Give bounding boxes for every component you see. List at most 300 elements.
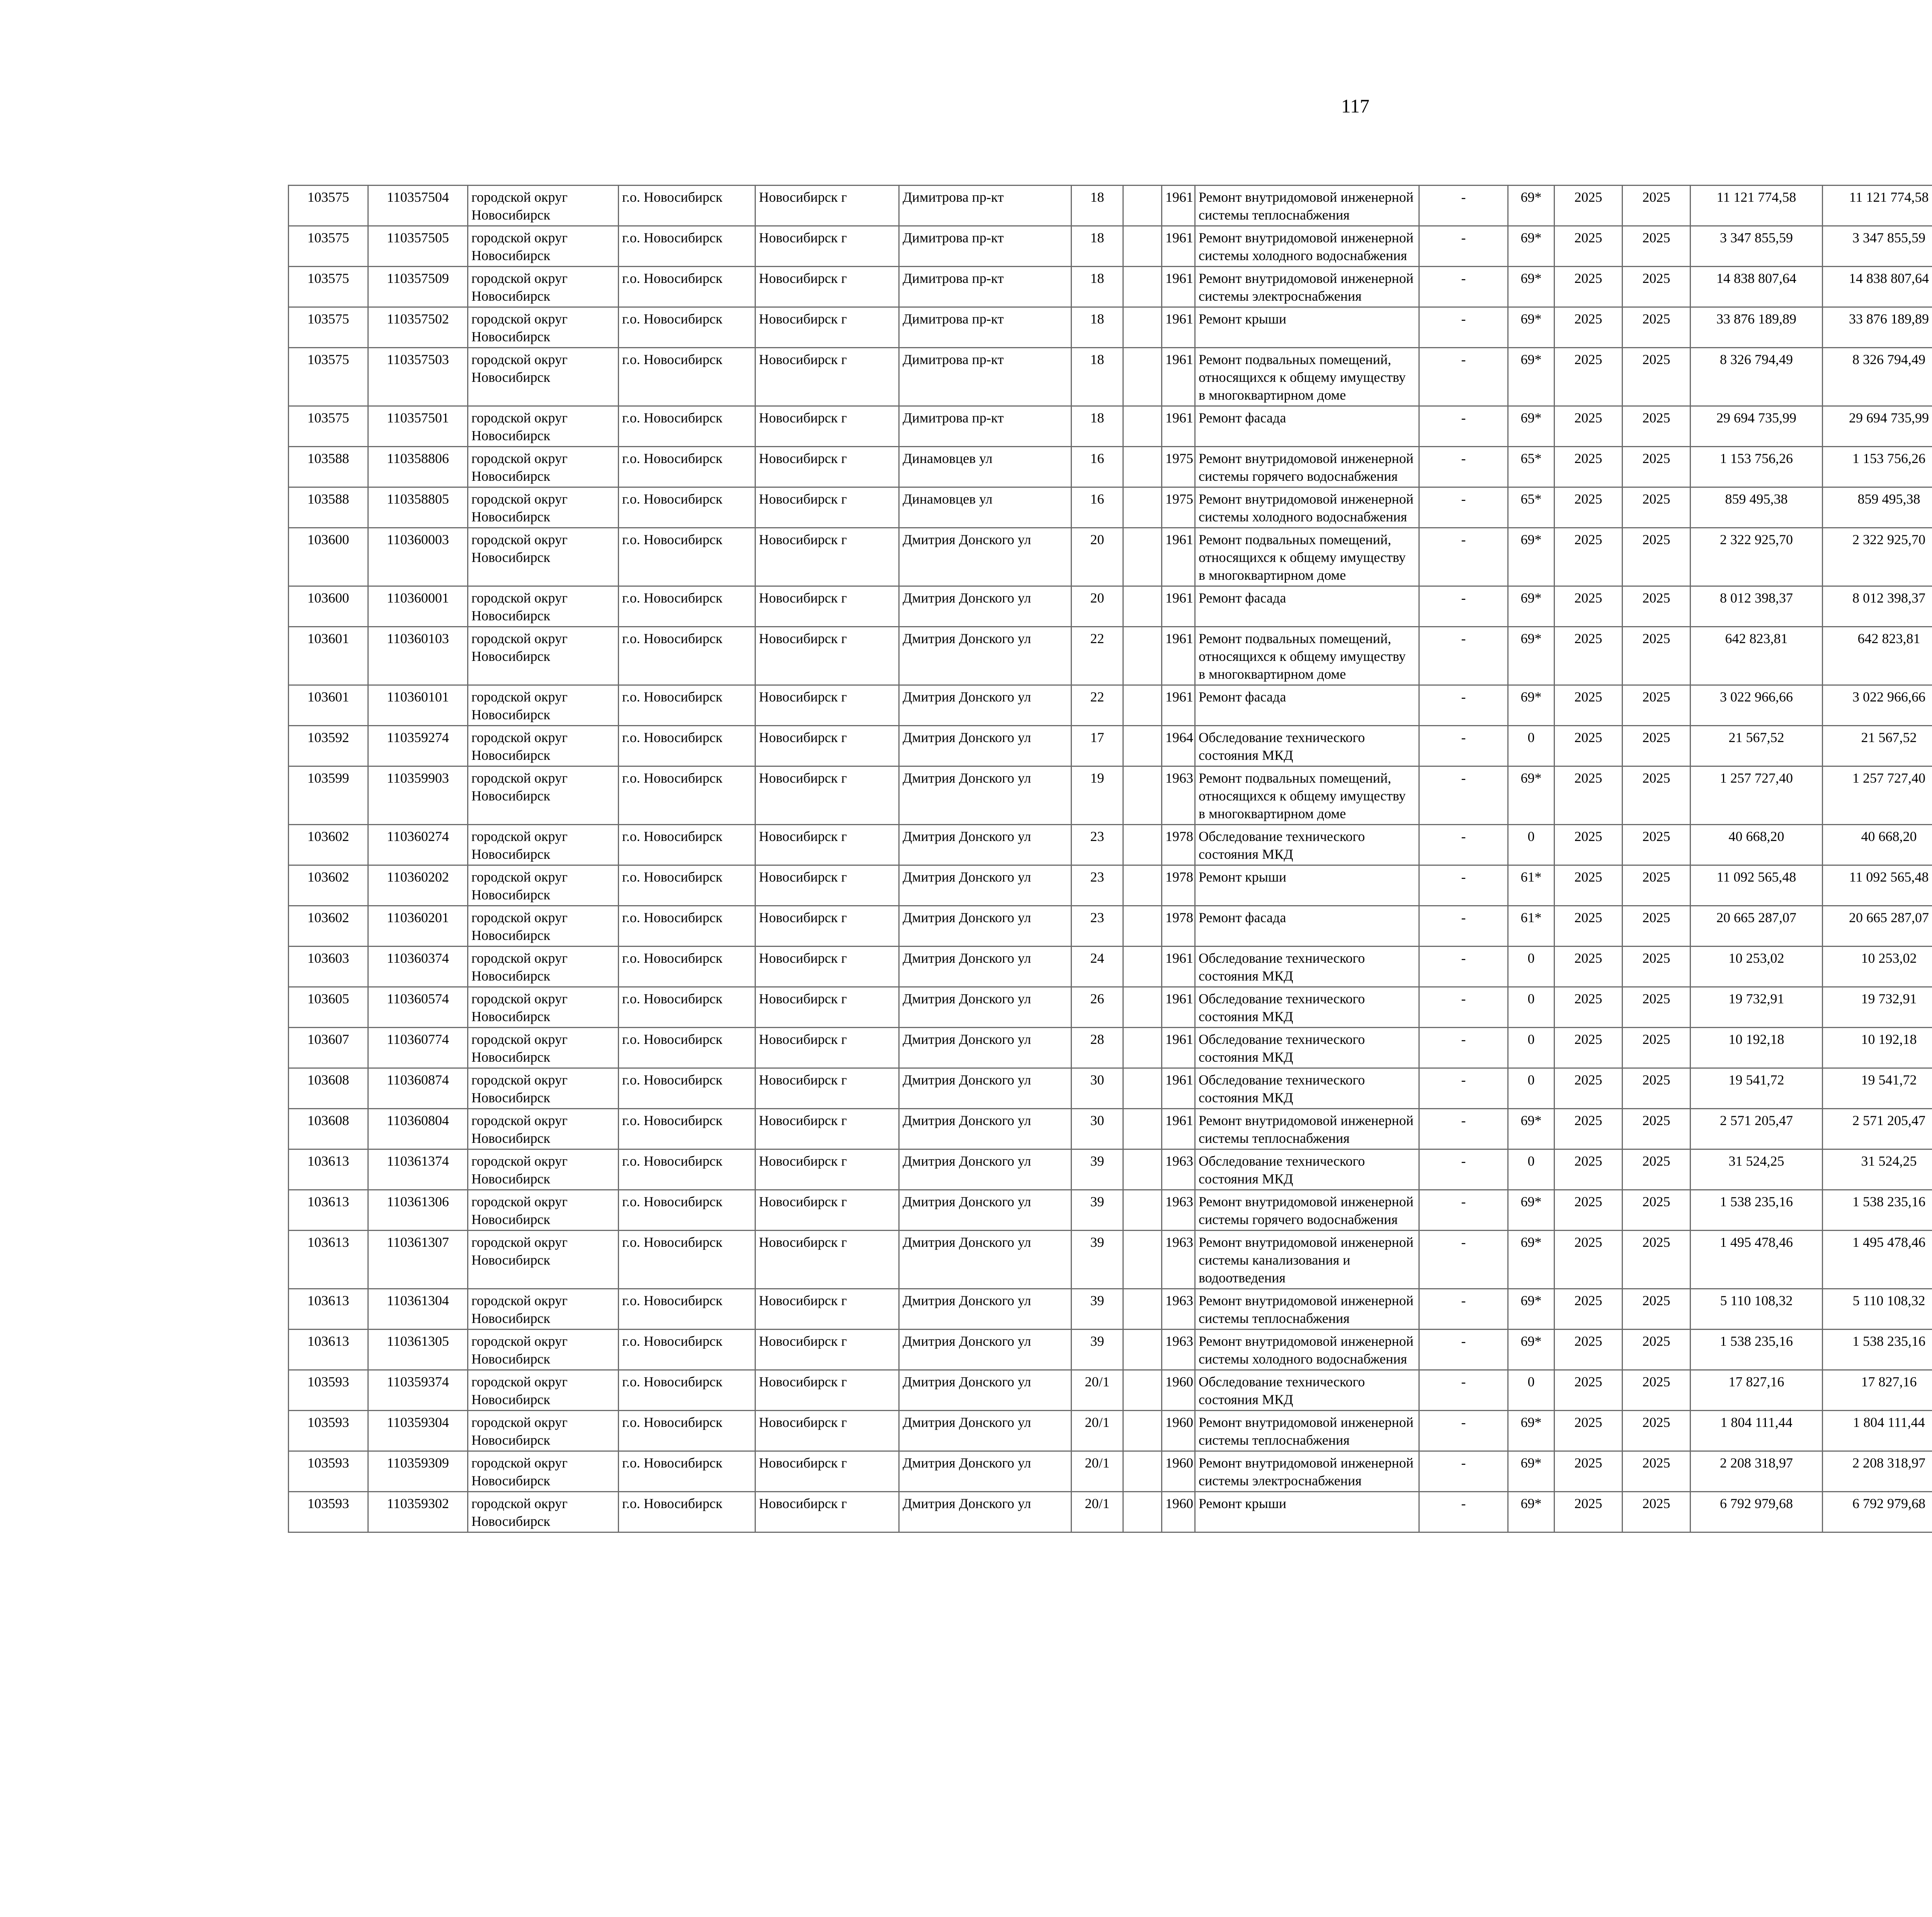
cell-year-end: 2025: [1622, 487, 1690, 528]
cell-work-type: Ремонт крыши: [1195, 1492, 1419, 1532]
cell-year-end: 2025: [1622, 685, 1690, 726]
cell-work-type: Ремонт крыши: [1195, 865, 1419, 906]
cell-building: [1123, 1289, 1162, 1330]
cell-building: [1123, 1190, 1162, 1231]
cell-house-number: 16: [1071, 447, 1123, 487]
cell-municipal-unit: г.о. Новосибирск: [619, 1370, 755, 1411]
cell-house-number: 18: [1071, 186, 1123, 226]
cell-year-end: 2025: [1622, 586, 1690, 627]
cell-owners-funds: 20 665 287,07: [1823, 906, 1932, 947]
cell-municipal-unit: г.о. Новосибирск: [619, 1330, 755, 1370]
cell-street: Дмитрия Донского ул: [899, 987, 1071, 1028]
cell-dash: -: [1419, 825, 1508, 865]
cell-house-id: 103575: [289, 348, 368, 406]
cell-street: Димитрова пр-кт: [899, 186, 1071, 226]
cell-wear-percent: 0: [1508, 1068, 1554, 1109]
table-row: [289, 1068, 1932, 1109]
cell-street: Дмитрия Донского ул: [899, 1330, 1071, 1370]
cell-street: Дмитрия Донского ул: [899, 865, 1071, 906]
cell-total-cost: 1 495 478,46: [1690, 1231, 1823, 1289]
cell-locality: Новосибирск г: [755, 865, 899, 906]
cell-locality: Новосибирск г: [755, 987, 899, 1028]
cell-house-number: 20: [1071, 586, 1123, 627]
cell-year-end: 2025: [1622, 1028, 1690, 1068]
page-number: 117: [1341, 95, 1370, 117]
cell-year-start: 2025: [1554, 528, 1622, 586]
table-row: [289, 1289, 1932, 1330]
cell-building: [1123, 1370, 1162, 1411]
cell-year-end: 2025: [1622, 1068, 1690, 1109]
cell-year-start: 2025: [1554, 766, 1622, 825]
cell-building: [1123, 186, 1162, 226]
cell-total-cost: 14 838 807,64: [1690, 267, 1823, 307]
cell-work-id: 110357504: [368, 186, 468, 226]
cell-locality: Новосибирск г: [755, 1149, 899, 1190]
cell-owners-funds: 8 326 794,49: [1823, 348, 1932, 406]
cell-wear-percent: 69*: [1508, 627, 1554, 685]
table-row: [289, 307, 1932, 348]
cell-house-number: 18: [1071, 348, 1123, 406]
cell-year-start: 2025: [1554, 1451, 1622, 1492]
cell-house-number: 23: [1071, 865, 1123, 906]
cell-year-end: 2025: [1622, 307, 1690, 348]
cell-work-id: 110361304: [368, 1289, 468, 1330]
cell-street: Дмитрия Донского ул: [899, 1109, 1071, 1149]
cell-work-type: Обследование технического состояния МКД: [1195, 987, 1419, 1028]
cell-house-id: 103613: [289, 1190, 368, 1231]
cell-house-id: 103603: [289, 947, 368, 987]
cell-municipality: городской округ Новосибирск: [468, 226, 619, 267]
cell-house-number: 20/1: [1071, 1451, 1123, 1492]
cell-building: [1123, 947, 1162, 987]
cell-work-type: Ремонт внутридомовой инженерной системы электроснабжения: [1195, 267, 1419, 307]
cell-house-number: 23: [1071, 906, 1123, 947]
cell-dash: -: [1419, 1109, 1508, 1149]
cell-total-cost: 19 541,72: [1690, 1068, 1823, 1109]
cell-year-start: 2025: [1554, 267, 1622, 307]
cell-house-id: 103575: [289, 267, 368, 307]
cell-house-id: 103593: [289, 1492, 368, 1532]
cell-dash: -: [1419, 1068, 1508, 1109]
cell-house-number: 39: [1071, 1190, 1123, 1231]
cell-total-cost: 21 567,52: [1690, 726, 1823, 766]
cell-total-cost: 6 792 979,68: [1690, 1492, 1823, 1532]
cell-total-cost: 1 804 111,44: [1690, 1411, 1823, 1451]
cell-locality: Новосибирск г: [755, 726, 899, 766]
cell-year-start: 2025: [1554, 1109, 1622, 1149]
cell-year-start: 2025: [1554, 1190, 1622, 1231]
cell-owners-funds: 1 538 235,16: [1823, 1330, 1932, 1370]
cell-municipality: городской округ Новосибирск: [468, 685, 619, 726]
cell-house-number: 20/1: [1071, 1411, 1123, 1451]
cell-house-id: 103600: [289, 586, 368, 627]
table-row: [289, 487, 1932, 528]
cell-municipality: городской округ Новосибирск: [468, 1492, 619, 1532]
cell-work-type: Ремонт внутридомовой инженерной системы холодного водоснабжения: [1195, 1330, 1419, 1370]
cell-dash: -: [1419, 1451, 1508, 1492]
cell-wear-percent: 69*: [1508, 685, 1554, 726]
cell-locality: Новосибирск г: [755, 226, 899, 267]
cell-year-start: 2025: [1554, 447, 1622, 487]
cell-year-end: 2025: [1622, 1370, 1690, 1411]
cell-locality: Новосибирск г: [755, 627, 899, 685]
cell-dash: -: [1419, 226, 1508, 267]
cell-dash: -: [1419, 1411, 1508, 1451]
cell-dash: -: [1419, 1231, 1508, 1289]
cell-locality: Новосибирск г: [755, 906, 899, 947]
cell-dash: -: [1419, 987, 1508, 1028]
cell-work-type: Обследование технического состояния МКД: [1195, 947, 1419, 987]
cell-building: [1123, 987, 1162, 1028]
cell-owners-funds: 642 823,81: [1823, 627, 1932, 685]
table-row: [289, 726, 1932, 766]
cell-street: Дмитрия Донского ул: [899, 1411, 1071, 1451]
cell-house-id: 103613: [289, 1330, 368, 1370]
cell-street: Димитрова пр-кт: [899, 267, 1071, 307]
cell-wear-percent: 0: [1508, 1149, 1554, 1190]
cell-year-start: 2025: [1554, 987, 1622, 1028]
cell-total-cost: 20 665 287,07: [1690, 906, 1823, 947]
cell-dash: -: [1419, 1370, 1508, 1411]
cell-wear-percent: 69*: [1508, 226, 1554, 267]
cell-dash: -: [1419, 586, 1508, 627]
table-row: [289, 1492, 1932, 1532]
cell-locality: Новосибирск г: [755, 825, 899, 865]
cell-municipality: городской округ Новосибирск: [468, 1370, 619, 1411]
cell-house-number: 20/1: [1071, 1492, 1123, 1532]
cell-owners-funds: 17 827,16: [1823, 1370, 1932, 1411]
cell-year-built: 1964: [1162, 726, 1195, 766]
cell-municipality: городской округ Новосибирск: [468, 627, 619, 685]
cell-house-number: 18: [1071, 307, 1123, 348]
cell-year-built: 1961: [1162, 586, 1195, 627]
cell-year-start: 2025: [1554, 1149, 1622, 1190]
cell-total-cost: 40 668,20: [1690, 825, 1823, 865]
table-row: [289, 947, 1932, 987]
cell-owners-funds: 3 347 855,59: [1823, 226, 1932, 267]
cell-locality: Новосибирск г: [755, 586, 899, 627]
cell-house-id: 103602: [289, 906, 368, 947]
cell-wear-percent: 69*: [1508, 1492, 1554, 1532]
cell-work-id: 110359903: [368, 766, 468, 825]
cell-total-cost: 859 495,38: [1690, 487, 1823, 528]
cell-house-number: 22: [1071, 685, 1123, 726]
cell-municipality: городской округ Новосибирск: [468, 267, 619, 307]
cell-street: Дмитрия Донского ул: [899, 685, 1071, 726]
cell-work-id: 110359309: [368, 1451, 468, 1492]
cell-wear-percent: 69*: [1508, 267, 1554, 307]
cell-year-start: 2025: [1554, 307, 1622, 348]
cell-municipal-unit: г.о. Новосибирск: [619, 186, 755, 226]
cell-work-type: Ремонт внутридомовой инженерной системы канализования и водоотведения: [1195, 1231, 1419, 1289]
cell-dash: -: [1419, 186, 1508, 226]
table-row: [289, 1109, 1932, 1149]
cell-municipal-unit: г.о. Новосибирск: [619, 766, 755, 825]
cell-owners-funds: 29 694 735,99: [1823, 406, 1932, 447]
cell-owners-funds: 8 012 398,37: [1823, 586, 1932, 627]
table-row: [289, 1411, 1932, 1451]
cell-year-start: 2025: [1554, 348, 1622, 406]
cell-owners-funds: 5 110 108,32: [1823, 1289, 1932, 1330]
cell-dash: -: [1419, 865, 1508, 906]
cell-owners-funds: 2 208 318,97: [1823, 1451, 1932, 1492]
cell-house-number: 18: [1071, 267, 1123, 307]
cell-dash: -: [1419, 1492, 1508, 1532]
cell-work-type: Ремонт внутридомовой инженерной системы холодного водоснабжения: [1195, 226, 1419, 267]
cell-municipal-unit: г.о. Новосибирск: [619, 226, 755, 267]
cell-total-cost: 17 827,16: [1690, 1370, 1823, 1411]
cell-year-end: 2025: [1622, 1330, 1690, 1370]
cell-house-number: 28: [1071, 1028, 1123, 1068]
cell-work-id: 110357502: [368, 307, 468, 348]
cell-owners-funds: 14 838 807,64: [1823, 267, 1932, 307]
cell-building: [1123, 528, 1162, 586]
cell-building: [1123, 1068, 1162, 1109]
table-row: [289, 825, 1932, 865]
table-row: [289, 528, 1932, 586]
cell-building: [1123, 226, 1162, 267]
cell-building: [1123, 1231, 1162, 1289]
cell-dash: -: [1419, 1330, 1508, 1370]
cell-street: Димитрова пр-кт: [899, 348, 1071, 406]
cell-house-id: 103608: [289, 1068, 368, 1109]
cell-year-built: 1978: [1162, 825, 1195, 865]
cell-house-id: 103613: [289, 1289, 368, 1330]
cell-dash: -: [1419, 267, 1508, 307]
cell-owners-funds: 2 322 925,70: [1823, 528, 1932, 586]
cell-building: [1123, 307, 1162, 348]
cell-year-end: 2025: [1622, 267, 1690, 307]
cell-municipal-unit: г.о. Новосибирск: [619, 987, 755, 1028]
cell-total-cost: 2 208 318,97: [1690, 1451, 1823, 1492]
cell-house-id: 103575: [289, 186, 368, 226]
cell-work-id: 110359304: [368, 1411, 468, 1451]
cell-total-cost: 19 732,91: [1690, 987, 1823, 1028]
cell-year-end: 2025: [1622, 1109, 1690, 1149]
cell-municipality: городской округ Новосибирск: [468, 1289, 619, 1330]
cell-locality: Новосибирск г: [755, 1330, 899, 1370]
cell-street: Дмитрия Донского ул: [899, 766, 1071, 825]
cell-house-number: 18: [1071, 226, 1123, 267]
cell-year-start: 2025: [1554, 186, 1622, 226]
cell-locality: Новосибирск г: [755, 406, 899, 447]
cell-municipality: городской округ Новосибирск: [468, 1068, 619, 1109]
cell-house-id: 103607: [289, 1028, 368, 1068]
cell-year-start: 2025: [1554, 825, 1622, 865]
cell-work-type: Обследование технического состояния МКД: [1195, 825, 1419, 865]
cell-owners-funds: 40 668,20: [1823, 825, 1932, 865]
cell-total-cost: 642 823,81: [1690, 627, 1823, 685]
cell-street: Дмитрия Донского ул: [899, 1492, 1071, 1532]
cell-house-id: 103602: [289, 865, 368, 906]
cell-year-start: 2025: [1554, 487, 1622, 528]
cell-municipality: городской округ Новосибирск: [468, 726, 619, 766]
cell-municipality: городской округ Новосибирск: [468, 1109, 619, 1149]
cell-locality: Новосибирск г: [755, 1068, 899, 1109]
cell-year-start: 2025: [1554, 1330, 1622, 1370]
cell-building: [1123, 766, 1162, 825]
cell-year-end: 2025: [1622, 1149, 1690, 1190]
table-row: [289, 1330, 1932, 1370]
cell-owners-funds: 6 792 979,68: [1823, 1492, 1932, 1532]
cell-owners-funds: 10 253,02: [1823, 947, 1932, 987]
cell-locality: Новосибирск г: [755, 1411, 899, 1451]
cell-house-number: 30: [1071, 1109, 1123, 1149]
cell-municipality: городской округ Новосибирск: [468, 865, 619, 906]
cell-street: Дмитрия Донского ул: [899, 1149, 1071, 1190]
cell-locality: Новосибирск г: [755, 1190, 899, 1231]
cell-work-type: Обследование технического состояния МКД: [1195, 726, 1419, 766]
cell-work-id: 110361306: [368, 1190, 468, 1231]
cell-total-cost: 31 524,25: [1690, 1149, 1823, 1190]
cell-street: Дмитрия Донского ул: [899, 726, 1071, 766]
cell-house-number: 20/1: [1071, 1370, 1123, 1411]
cell-work-id: 110360274: [368, 825, 468, 865]
cell-house-id: 103600: [289, 528, 368, 586]
cell-building: [1123, 267, 1162, 307]
program-table: [288, 185, 1932, 1533]
cell-building: [1123, 1411, 1162, 1451]
cell-dash: -: [1419, 1149, 1508, 1190]
cell-work-id: 110360003: [368, 528, 468, 586]
cell-dash: -: [1419, 406, 1508, 447]
cell-municipality: городской округ Новосибирск: [468, 906, 619, 947]
cell-locality: Новосибирск г: [755, 1451, 899, 1492]
cell-building: [1123, 348, 1162, 406]
cell-dash: -: [1419, 528, 1508, 586]
cell-locality: Новосибирск г: [755, 1109, 899, 1149]
cell-owners-funds: 19 732,91: [1823, 987, 1932, 1028]
cell-municipal-unit: г.о. Новосибирск: [619, 1492, 755, 1532]
cell-total-cost: 2 322 925,70: [1690, 528, 1823, 586]
cell-dash: -: [1419, 307, 1508, 348]
cell-locality: Новосибирск г: [755, 186, 899, 226]
cell-locality: Новосибирск г: [755, 487, 899, 528]
cell-work-type: Обследование технического состояния МКД: [1195, 1028, 1419, 1068]
cell-house-id: 103575: [289, 226, 368, 267]
cell-house-id: 103601: [289, 627, 368, 685]
cell-dash: -: [1419, 627, 1508, 685]
cell-work-id: 110358806: [368, 447, 468, 487]
cell-work-id: 110360774: [368, 1028, 468, 1068]
cell-wear-percent: 69*: [1508, 1109, 1554, 1149]
cell-wear-percent: 69*: [1508, 307, 1554, 348]
cell-total-cost: 1 538 235,16: [1690, 1330, 1823, 1370]
cell-house-id: 103575: [289, 406, 368, 447]
cell-wear-percent: 0: [1508, 1370, 1554, 1411]
cell-total-cost: 11 121 774,58: [1690, 186, 1823, 226]
cell-work-type: Ремонт внутридомовой инженерной системы теплоснабжения: [1195, 1109, 1419, 1149]
cell-locality: Новосибирск г: [755, 1370, 899, 1411]
cell-building: [1123, 487, 1162, 528]
cell-work-id: 110360804: [368, 1109, 468, 1149]
cell-dash: -: [1419, 947, 1508, 987]
cell-year-end: 2025: [1622, 1231, 1690, 1289]
cell-street: Дмитрия Донского ул: [899, 1028, 1071, 1068]
cell-locality: Новосибирск г: [755, 267, 899, 307]
cell-year-end: 2025: [1622, 865, 1690, 906]
cell-locality: Новосибирск г: [755, 685, 899, 726]
cell-total-cost: 1 538 235,16: [1690, 1190, 1823, 1231]
table-row: [289, 267, 1932, 307]
cell-house-id: 103605: [289, 987, 368, 1028]
cell-house-number: 23: [1071, 825, 1123, 865]
cell-house-number: 19: [1071, 766, 1123, 825]
cell-street: Дмитрия Донского ул: [899, 1068, 1071, 1109]
cell-owners-funds: 1 804 111,44: [1823, 1411, 1932, 1451]
table-row: [289, 447, 1932, 487]
cell-work-type: Ремонт подвальных помещений, относящихся к общему имуществу в многоквартирном доме: [1195, 528, 1419, 586]
cell-year-built: 1963: [1162, 766, 1195, 825]
cell-locality: Новосибирск г: [755, 1231, 899, 1289]
cell-work-type: Ремонт внутридомовой инженерной системы теплоснабжения: [1195, 1411, 1419, 1451]
cell-locality: Новосибирск г: [755, 947, 899, 987]
cell-locality: Новосибирск г: [755, 766, 899, 825]
cell-year-built: 1960: [1162, 1492, 1195, 1532]
cell-municipal-unit: г.о. Новосибирск: [619, 1231, 755, 1289]
cell-work-type: Ремонт внутридомовой инженерной системы теплоснабжения: [1195, 1289, 1419, 1330]
cell-wear-percent: 69*: [1508, 1289, 1554, 1330]
cell-house-number: 24: [1071, 947, 1123, 987]
cell-house-number: 20: [1071, 528, 1123, 586]
cell-street: Димитрова пр-кт: [899, 307, 1071, 348]
table-row: [289, 627, 1932, 685]
cell-year-start: 2025: [1554, 406, 1622, 447]
table-row: [289, 348, 1932, 406]
cell-municipality: городской округ Новосибирск: [468, 766, 619, 825]
cell-year-end: 2025: [1622, 1190, 1690, 1231]
cell-municipal-unit: г.о. Новосибирск: [619, 348, 755, 406]
cell-municipal-unit: г.о. Новосибирск: [619, 685, 755, 726]
cell-work-id: 110360103: [368, 627, 468, 685]
table-row: [289, 685, 1932, 726]
cell-work-id: 110360101: [368, 685, 468, 726]
cell-municipal-unit: г.о. Новосибирск: [619, 1411, 755, 1451]
cell-municipal-unit: г.о. Новосибирск: [619, 406, 755, 447]
cell-year-start: 2025: [1554, 226, 1622, 267]
cell-municipal-unit: г.о. Новосибирск: [619, 627, 755, 685]
cell-year-built: 1961: [1162, 348, 1195, 406]
cell-municipal-unit: г.о. Новосибирск: [619, 487, 755, 528]
cell-owners-funds: 1 257 727,40: [1823, 766, 1932, 825]
cell-year-built: 1961: [1162, 267, 1195, 307]
table-row: [289, 1149, 1932, 1190]
cell-wear-percent: 65*: [1508, 487, 1554, 528]
cell-dash: -: [1419, 906, 1508, 947]
cell-year-built: 1978: [1162, 906, 1195, 947]
cell-building: [1123, 1109, 1162, 1149]
cell-year-end: 2025: [1622, 226, 1690, 267]
cell-house-id: 103613: [289, 1231, 368, 1289]
cell-building: [1123, 726, 1162, 766]
cell-work-type: Ремонт фасада: [1195, 406, 1419, 447]
cell-house-id: 103613: [289, 1149, 368, 1190]
cell-work-type: Обследование технического состояния МКД: [1195, 1149, 1419, 1190]
cell-work-id: 110357503: [368, 348, 468, 406]
cell-municipality: городской округ Новосибирск: [468, 1411, 619, 1451]
cell-building: [1123, 906, 1162, 947]
cell-wear-percent: 69*: [1508, 1451, 1554, 1492]
cell-year-end: 2025: [1622, 1411, 1690, 1451]
cell-owners-funds: 11 121 774,58: [1823, 186, 1932, 226]
cell-municipal-unit: г.о. Новосибирск: [619, 865, 755, 906]
cell-dash: -: [1419, 1028, 1508, 1068]
cell-work-type: Ремонт фасада: [1195, 685, 1419, 726]
cell-year-built: 1978: [1162, 865, 1195, 906]
cell-wear-percent: 69*: [1508, 1231, 1554, 1289]
cell-street: Дмитрия Донского ул: [899, 825, 1071, 865]
cell-work-id: 110359374: [368, 1370, 468, 1411]
